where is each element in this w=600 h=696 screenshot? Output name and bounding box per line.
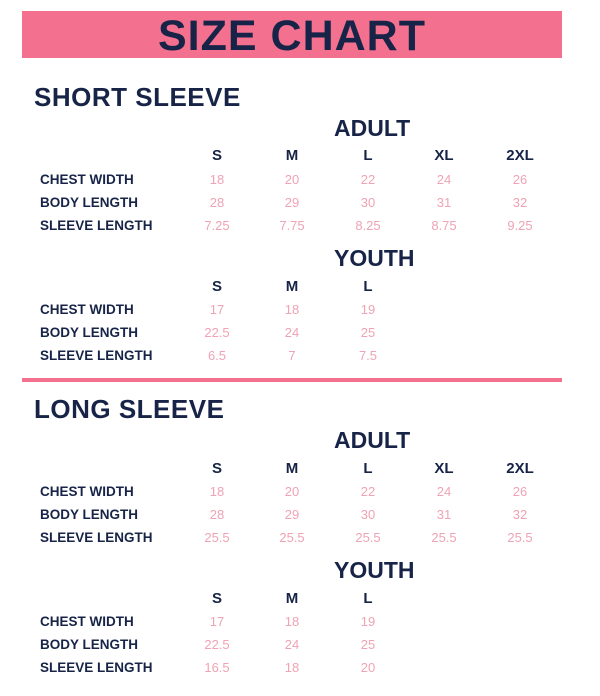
row-label: SLEEVE LENGTH: [40, 530, 153, 545]
group-title: ADULT: [334, 115, 411, 141]
measurement-cell: 7.75: [279, 218, 305, 233]
measurement-cell: 20: [284, 484, 300, 499]
measurement-cell: 16.5: [204, 660, 230, 675]
measurement-cell: 24: [436, 484, 452, 499]
row-label: SLEEVE LENGTH: [40, 660, 153, 675]
measurement-cell: 7: [288, 348, 296, 363]
title-banner: [22, 11, 562, 58]
measurement-cell: 31: [436, 195, 452, 210]
measurement-cell: 20: [284, 172, 300, 187]
measurement-cell: 18: [284, 302, 300, 317]
measurement-cell: 22.5: [204, 325, 230, 340]
size-header: 2XL: [506, 147, 534, 164]
group-title: ADULT: [334, 427, 411, 453]
measurement-cell: 26: [512, 484, 528, 499]
row-label: CHEST WIDTH: [40, 614, 134, 629]
row-label: CHEST WIDTH: [40, 172, 134, 187]
measurement-cell: 25.5: [431, 530, 457, 545]
measurement-cell: 9.25: [507, 218, 533, 233]
size-header: L: [363, 590, 373, 607]
size-header: XL: [434, 460, 454, 477]
size-header: XL: [434, 147, 454, 164]
measurement-cell: 22: [360, 172, 376, 187]
size-header: M: [285, 460, 299, 477]
row-label: BODY LENGTH: [40, 195, 139, 210]
row-label: BODY LENGTH: [40, 325, 139, 340]
row-label: BODY LENGTH: [40, 637, 139, 652]
measurement-cell: 18: [209, 172, 225, 187]
size-header: M: [285, 147, 299, 164]
measurement-cell: 25: [360, 637, 376, 652]
measurement-cell: 24: [284, 637, 300, 652]
measurement-cell: 28: [209, 195, 225, 210]
size-header: L: [363, 278, 373, 295]
measurement-cell: 30: [360, 507, 376, 522]
size-header: S: [211, 460, 222, 477]
size-header: 2XL: [506, 460, 534, 477]
measurement-cell: 18: [209, 484, 225, 499]
measurement-cell: 19: [360, 614, 376, 629]
measurement-cell: 20: [360, 660, 376, 675]
measurement-cell: 22.5: [204, 637, 230, 652]
measurement-cell: 28: [209, 507, 225, 522]
measurement-cell: 8.25: [355, 218, 381, 233]
size-header: S: [211, 590, 222, 607]
row-label: CHEST WIDTH: [40, 484, 134, 499]
size-header: L: [363, 460, 373, 477]
size-header: S: [211, 147, 222, 164]
measurement-cell: 24: [284, 325, 300, 340]
measurement-cell: 6.5: [207, 348, 227, 363]
section-title: LONG SLEEVE: [34, 394, 225, 424]
measurement-cell: 19: [360, 302, 376, 317]
measurement-cell: 25.5: [507, 530, 533, 545]
measurement-cell: 7.5: [358, 348, 378, 363]
measurement-cell: 25.5: [204, 530, 230, 545]
size-header: L: [363, 147, 373, 164]
measurement-cell: 32: [512, 195, 528, 210]
size-header: S: [211, 278, 222, 295]
measurement-cell: 25: [360, 325, 376, 340]
measurement-cell: 25.5: [355, 530, 381, 545]
row-label: CHEST WIDTH: [40, 302, 134, 317]
section-divider: [22, 378, 562, 382]
measurement-cell: 31: [436, 507, 452, 522]
measurement-cell: 25.5: [279, 530, 305, 545]
measurement-cell: 32: [512, 507, 528, 522]
group-title: YOUTH: [334, 557, 415, 583]
measurement-cell: 18: [284, 660, 300, 675]
measurement-cell: 26: [512, 172, 528, 187]
row-label: BODY LENGTH: [40, 507, 139, 522]
row-label: SLEEVE LENGTH: [40, 218, 153, 233]
size-header: M: [285, 278, 299, 295]
group-title: YOUTH: [334, 245, 415, 271]
measurement-cell: 29: [284, 507, 300, 522]
measurement-cell: 7.25: [204, 218, 230, 233]
measurement-cell: 17: [209, 302, 225, 317]
measurement-cell: 18: [284, 614, 300, 629]
measurement-cell: 24: [436, 172, 452, 187]
measurement-cell: 8.75: [431, 218, 457, 233]
row-label: SLEEVE LENGTH: [40, 348, 153, 363]
measurement-cell: 29: [284, 195, 300, 210]
size-header: M: [285, 590, 299, 607]
measurement-cell: 22: [360, 484, 376, 499]
measurement-cell: 30: [360, 195, 376, 210]
page-title: SIZE CHART: [158, 12, 426, 60]
section-title: SHORT SLEEVE: [34, 82, 241, 112]
measurement-cell: 17: [209, 614, 225, 629]
